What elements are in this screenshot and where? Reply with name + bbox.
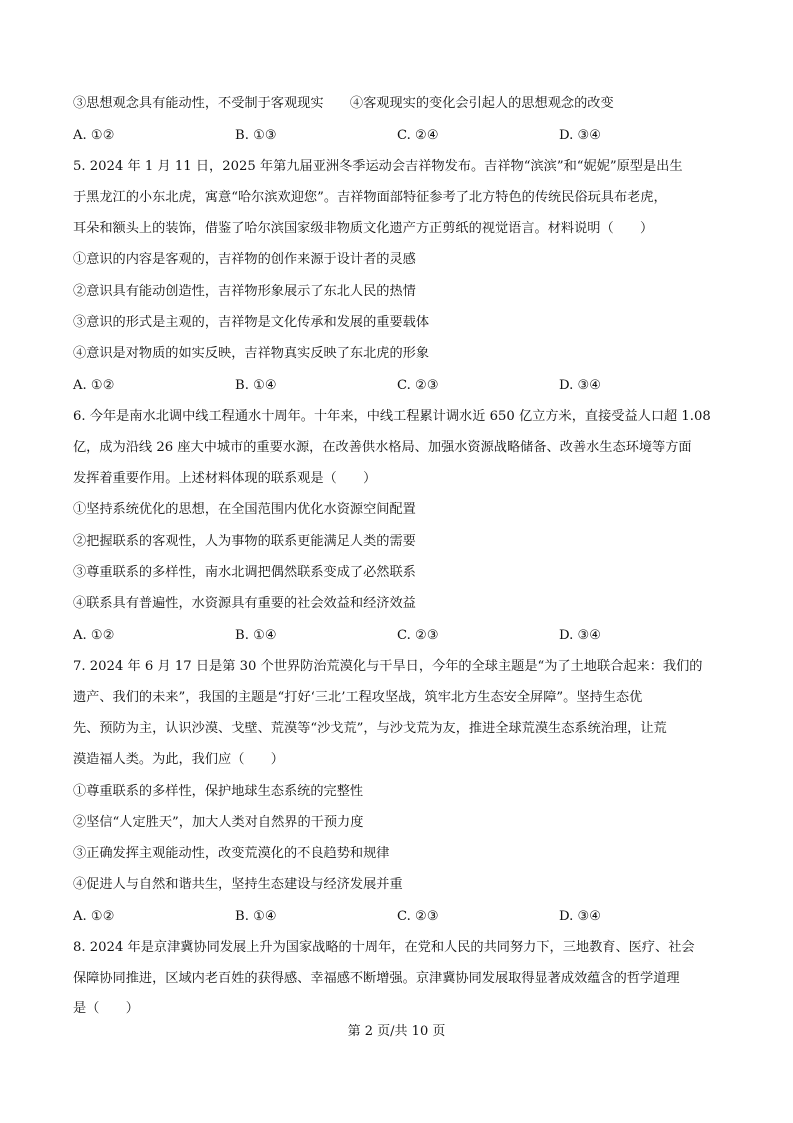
q7-option-2: ②坚信“人定胜天”，加大人类对自然界的干预力度 bbox=[73, 815, 364, 830]
choice-d: D. ③④ bbox=[559, 909, 602, 924]
q7-stem-line-2: 遗产、我们的未来”，我国的主题是“打好‘三北’工程攻坚战，筑牢北方生态安全屏障”。坚持生态优 bbox=[73, 690, 643, 705]
q6-option-3: ③尊重联系的多样性，南水北调把偶然联系变成了必然联系 bbox=[73, 565, 416, 580]
choice-c: C. ②③ bbox=[397, 378, 439, 393]
choice-c: C. ②③ bbox=[397, 628, 439, 643]
q4-choices bbox=[73, 126, 723, 146]
page-footer: 第 2 页/共 10 页 bbox=[347, 1024, 446, 1039]
choice-d: D. ③④ bbox=[559, 128, 602, 143]
q5-stem-line-3: 耳朵和额头上的装饰，借鉴了哈尔滨国家级非物质文化遗产方正剪纸的视觉语言。材料说明（ ） bbox=[73, 221, 654, 236]
choice-d: D. ③④ bbox=[559, 628, 602, 643]
q6-option-4: ④联系具有普遍性，水资源具有重要的社会效益和经济效益 bbox=[73, 596, 416, 611]
q7-choices bbox=[73, 907, 723, 927]
q6-choices bbox=[73, 626, 723, 646]
choice-a: A. ①② bbox=[73, 128, 115, 143]
choice-b: B. ①④ bbox=[235, 628, 277, 643]
choice-b: B. ①④ bbox=[235, 378, 277, 393]
q4-options-3-4: ③思想观念具有能动性，不受制于客观现实 ④客观现实的变化会引起人的思想观念的改变 bbox=[73, 96, 614, 111]
q8-stem-line-3: 是（ ） bbox=[73, 1001, 139, 1016]
choice-b: B. ①④ bbox=[235, 909, 277, 924]
choice-c: C. ②③ bbox=[397, 909, 439, 924]
q7-option-1: ①尊重联系的多样性，保护地球生态系统的完整性 bbox=[73, 784, 364, 799]
q7-stem-line-1: 7. 2024 年 6 月 17 日是第 30 个世界防治荒漠化与干旱日，今年的全球主题是“为了土地联合起来：我们的 bbox=[73, 659, 703, 674]
q6-option-1: ①坚持系统优化的思想，在全国范围内优化水资源空间配置 bbox=[73, 502, 416, 517]
choice-b: B. ①③ bbox=[235, 128, 277, 143]
q8-stem-line-1: 8. 2024 年是京津冀协同发展上升为国家战略的十周年，在党和人民的共同努力下，三地教育、医疗、社会 bbox=[73, 940, 695, 955]
q5-option-3: ③意识的形式是主观的，吉祥物是文化传承和发展的重要载体 bbox=[73, 315, 430, 330]
q5-stem-line-2: 于黑龙江的小东北虎，寓意“哈尔滨欢迎您”。吉祥物面部特征参考了北方特色的传统民俗玩具布老虎， bbox=[73, 190, 667, 205]
q5-choices bbox=[73, 376, 723, 396]
choice-a: A. ①② bbox=[73, 378, 115, 393]
choice-a: A. ①② bbox=[73, 628, 115, 643]
q6-option-2: ②把握联系的客观性，人为事物的联系更能满足人类的需要 bbox=[73, 534, 416, 549]
q6-stem-line-1: 6. 今年是南水北调中线工程通水十周年。十年来，中线工程累计调水近 650 亿立方米，直接受益人口超 1.08 bbox=[73, 409, 711, 424]
q7-stem-line-4: 漠造福人类。为此，我们应（ ） bbox=[73, 752, 284, 767]
choice-d: D. ③④ bbox=[559, 378, 602, 393]
q5-stem-line-1: 5. 2024 年 1 月 11 日，2025 年第九届亚洲冬季运动会吉祥物发布。吉祥物“滨滨”和“妮妮”原型是出生 bbox=[73, 159, 683, 174]
q6-stem-line-2: 亿，成为沿线 26 座大中城市的重要水源，在改善供水格局、加强水资源战略储备、改善水生态环境等方面 bbox=[73, 440, 692, 455]
q5-option-2: ②意识具有能动创造性，吉祥物形象展示了东北人民的热情 bbox=[73, 284, 416, 299]
q5-option-4: ④意识是对物质的如实反映，吉祥物真实反映了东北虎的形象 bbox=[73, 346, 430, 361]
q5-option-1: ①意识的内容是客观的，吉祥物的创作来源于设计者的灵感 bbox=[73, 252, 416, 267]
q8-stem-line-2: 保障协同推进，区域内老百姓的获得感、幸福感不断增强。京津冀协同发展取得显著成效蕴含的哲学道理 bbox=[73, 971, 680, 986]
q7-option-3: ③正确发挥主观能动性，改变荒漠化的不良趋势和规律 bbox=[73, 846, 390, 861]
q7-stem-line-3: 先、预防为主，认识沙漠、戈壁、荒漠等“沙戈荒”，与沙戈荒为友，推进全球荒漠生态系统治理，让荒 bbox=[73, 721, 667, 736]
q6-stem-line-3: 发挥着重要作用。上述材料体现的联系观是（ ） bbox=[73, 471, 377, 486]
choice-a: A. ①② bbox=[73, 909, 115, 924]
choice-c: C. ②④ bbox=[397, 128, 439, 143]
q7-option-4: ④促进人与自然和谐共生，坚持生态建设与经济发展并重 bbox=[73, 877, 403, 892]
